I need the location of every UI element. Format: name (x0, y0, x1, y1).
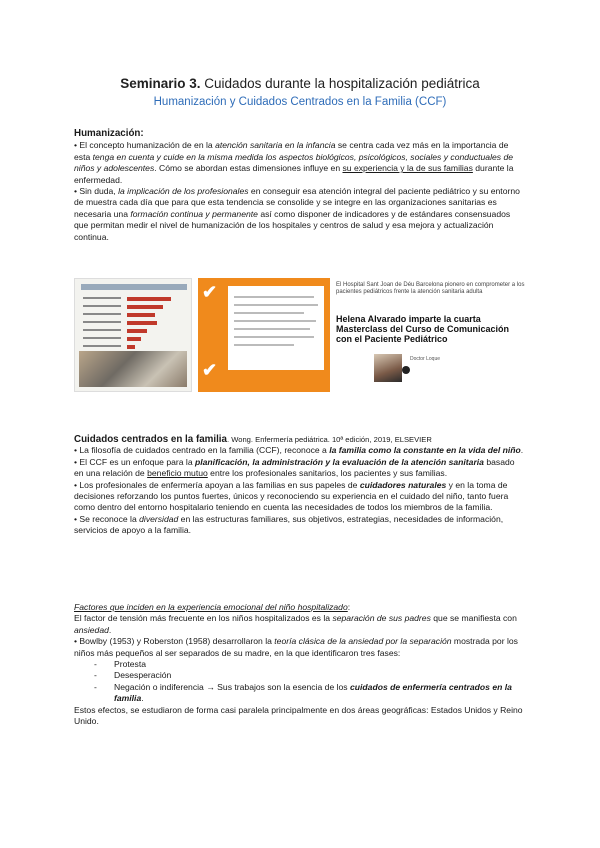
humanizacion-section (74, 128, 526, 243)
news-panel (336, 282, 526, 392)
page-title (0, 76, 600, 91)
buenas-practicas-panel (198, 278, 330, 392)
title-rest: Cuidados durante la hospitalización pediátrica (200, 76, 480, 91)
ccf-section (74, 434, 526, 537)
chart-photo-panel (74, 278, 192, 392)
ccf-bullet-2: • El CCF es un enfoque para la planificación, la administración y la evaluación de la atención sanitaria basado en una relación de beneficio mutuo entre los profesionales sanitarios, los pacientes y sus familias. (74, 456, 515, 479)
news-line: El Hospital Sant Joan de Déu Barcelona pionero en comprometer a los pacientes pediátricos frente la atención sanitaria adulta (336, 282, 525, 295)
factores-paragraph-2: • Bowlby (1953) y Roberston (1958) desarrollaron la teoría clásica de la ansiedad por la separación mostrada por los niños más pequeños al ser separados de su madre, en la que identificaron tres fases: (74, 636, 518, 658)
humanizacion-heading: Humanización: (74, 128, 144, 139)
factores-heading: Factores que inciden en la experiencia emocional del niño hospitalizado: (74, 602, 351, 612)
factores-paragraph-3: Estos efectos, se estudiaron de forma casi paralela principalmente en dos áreas geográficas: Estados Unidos y Reino Unido. (74, 704, 523, 727)
list-item: - Negación o indiferencia → Sus trabajos son la esencia de los cuidados de enfermería centrados en la familia. (94, 682, 526, 705)
factores-paragraph-1: El factor de tensión más frecuente en los niños hospitalizados es la separación de sus padres que se manifiesta con ansiedad. (74, 613, 517, 635)
author-name: Doctor Loque (410, 356, 441, 362)
list-item: - Protesta (94, 659, 526, 670)
factores-section (74, 602, 526, 727)
news-headline: Helena Alvarado imparte la cuarta Masterclass del Curso de Comunicación con el Paciente Pediátrico (336, 314, 510, 344)
ccf-heading-line: Cuidados centrados en la familia. Wong. Enfermería pediátrica. 10ª edición, 2019, ELSEVIER (74, 434, 432, 445)
ccf-bullet-4: • Se reconoce la diversidad en las estructuras familiares, sus objetivos, estrategias, necesidades de información, servicios de apoyo a la familia. (74, 513, 504, 536)
author-thumbnail (374, 354, 402, 382)
title-bold: Seminario 3. (120, 76, 201, 91)
checkmark-icon: ✔ (202, 360, 218, 380)
humanizacion-paragraph-1: • El concepto humanización de en la atención sanitaria en la infancia se centra cada vez más en la importancia de esta tenga en cuenta y cuide en la misma medida los aspectos biológicos, psicológicos, sociales y conductuales de niños y adolescentes. Cómo se abordan estas dimensiones influye en su experiencia y la de sus familias durante la enfermedad. (74, 140, 514, 185)
image-collage (74, 278, 526, 392)
ccf-bullet-1: • La filosofía de cuidados centrado en la familia (CCF), reconoce a la familia como la constante en la vida del niño. (74, 445, 524, 456)
play-icon[interactable] (402, 366, 410, 374)
list-item: - Desesperación (94, 670, 526, 681)
phases-list (74, 659, 526, 705)
hospital-photo (79, 351, 187, 387)
humanizacion-paragraph-2: • Sin duda, la implicación de los profesionales en conseguir esa atención integral del paciente pediátrico y su entorno de muestra cada día que para que esta tendencia se consolide y se integre en las organizaciones sanitarias es necesaria una formación continua y permanente así como disponer de indicadores y de estándares consensuados que permitan medir el nivel de humanización de los hospitales y centros de salud y esa mejora y actualización continua. (74, 186, 520, 242)
checkmark-icon: ✔ (202, 282, 218, 302)
ccf-bullet-3: • Los profesionales de enfermería apoyan a las familias en sus papeles de cuidadores naturales y en la toma de decisiones reforzando los puntos fuertes, únicos y reconociendo su experiencia en el cuidado del niño, tanto fuera como dentro del entorno hospitalario teniendo en cuenta las necesidades de todos los miembros de la familia. (74, 479, 509, 513)
page-subtitle: Humanización y Cuidados Centrados en la Familia (CCF) (153, 96, 447, 108)
